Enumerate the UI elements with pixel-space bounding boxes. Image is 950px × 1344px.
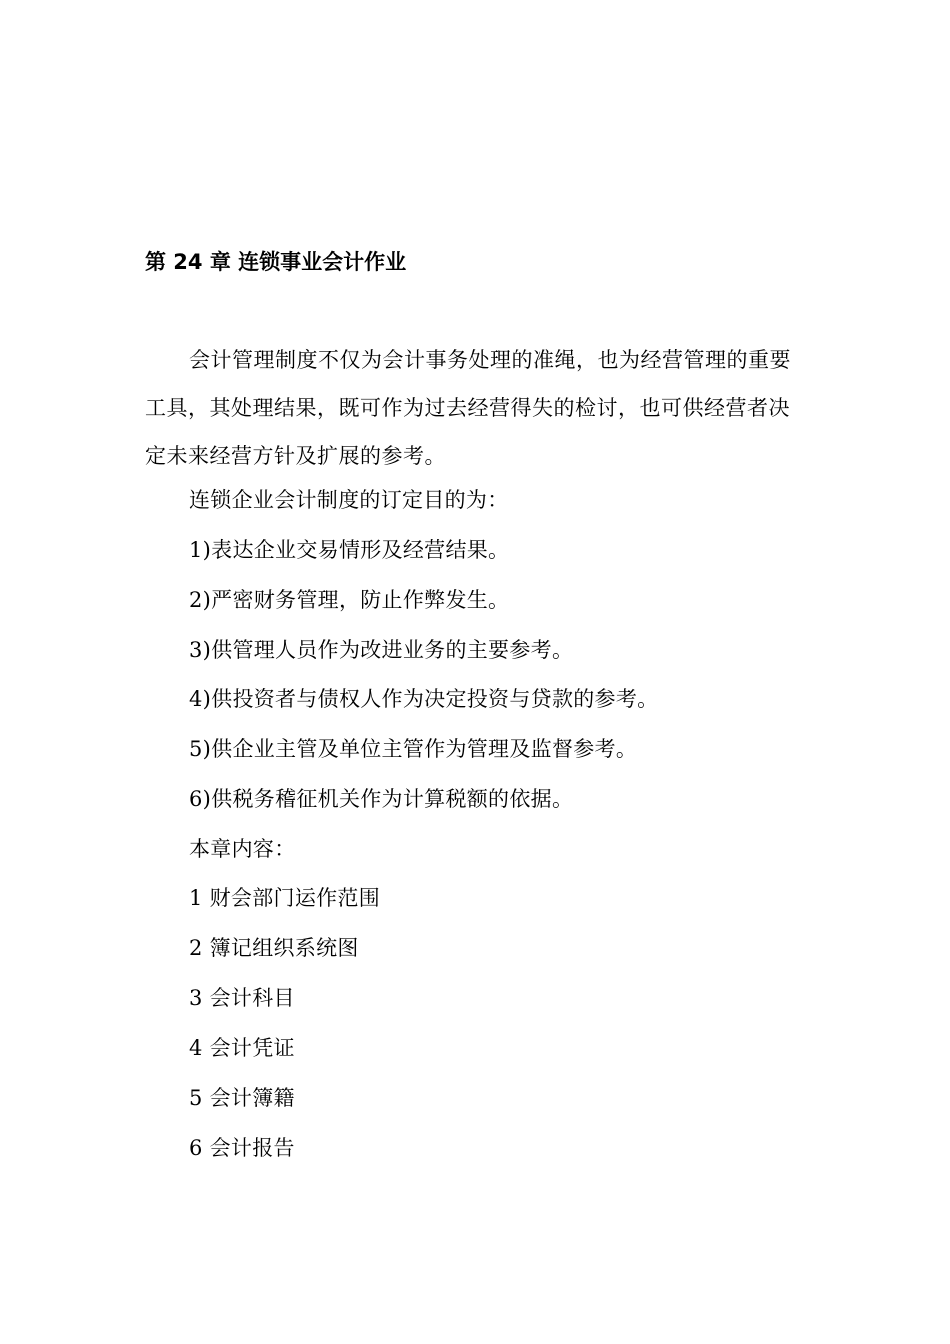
purpose-heading: 连锁企业会计制度的订定目的为： [189, 488, 509, 512]
purpose-item: 1)表达企业交易情形及经营结果。 [189, 538, 510, 562]
contents-item: 1 财会部门运作范围 [189, 886, 381, 910]
contents-item: 4 会计凭证 [189, 1036, 295, 1060]
purpose-item: 6)供税务稽征机关作为计算税额的依据。 [189, 787, 574, 811]
purpose-item: 4)供投资者与债权人作为决定投资与贷款的参考。 [189, 687, 659, 711]
intro-paragraph: 会计管理制度不仅为会计事务处理的准绳，也为经营管理的重要工具，其处理结果，既可作为过去经营得失的检讨，也可供经营者决定未来经营方针及扩展的参考。 [145, 348, 791, 468]
contents-item: 2 簿记组织系统图 [189, 936, 359, 960]
contents-item: 3 会计科目 [189, 986, 295, 1010]
contents-item: 6 会计报告 [189, 1136, 295, 1160]
purpose-item: 2)严密财务管理，防止作弊发生。 [189, 588, 510, 612]
purpose-item: 3)供管理人员作为改进业务的主要参考。 [189, 638, 574, 662]
contents-item: 5 会计簿籍 [189, 1086, 295, 1110]
contents-heading: 本章内容： [189, 837, 296, 861]
purpose-item: 5)供企业主管及单位主管作为管理及监督参考。 [189, 737, 638, 761]
chapter-title: 第 24 章 连锁事业会计作业 [145, 250, 407, 274]
